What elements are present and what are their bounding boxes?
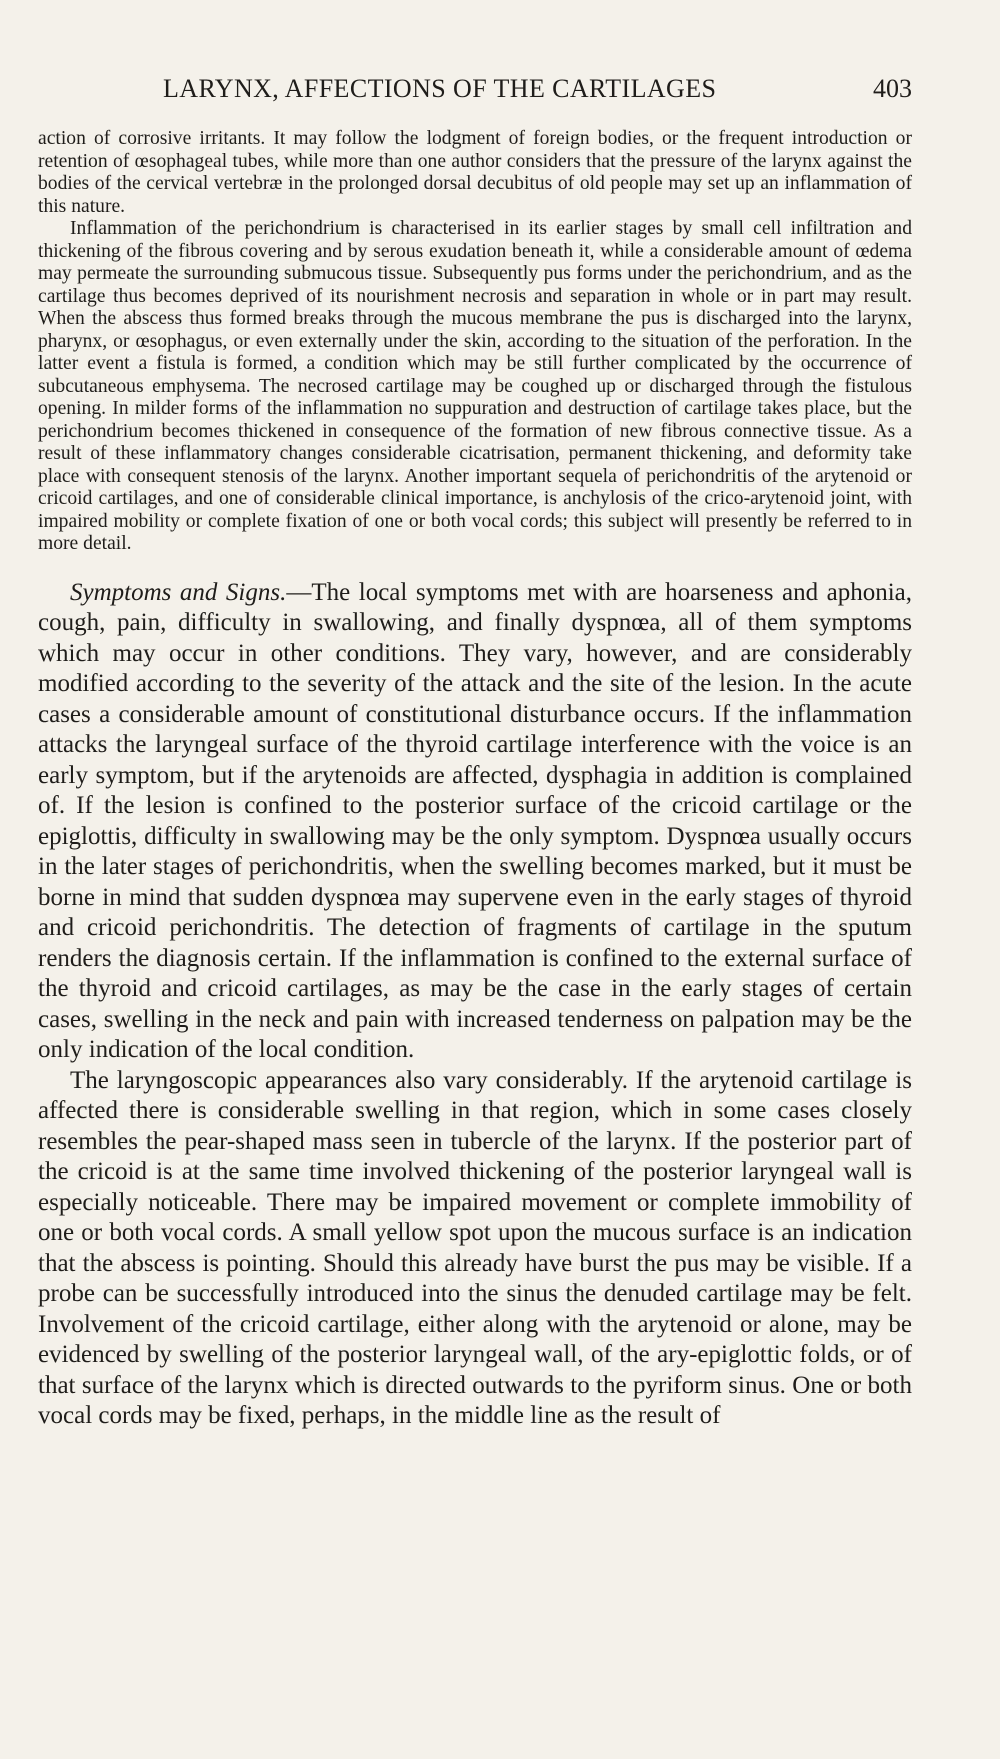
large-text-section <box>38 578 912 1432</box>
paragraph-3-text: —The local symptoms met with are hoarseness and aphonia, cough, pain, difficulty in swallowing, and finally dyspnœa, all of them symptoms which may occur in other conditions. They vary, however, and are considerably modified according to the severity of the attack and the site of the lesion. In the acute cases a considerable amount of constitutional disturbance occurs. If the inflammation attacks the laryngeal surface of the thyroid cartilage interference with the voice is an early symptom, but if the arytenoids are affected, dysphagia in addition is complained of. If the lesion is confined to the posterior surface of the cricoid cartilage or the epiglottis, difficulty in swallowing may be the only symptom. Dyspnœa usually occurs in the later stages of perichondritis, when the swelling becomes marked, but it must be borne in mind that sudden dyspnœa may supervene even in the early stages of thyroid and cricoid perichondritis. The detection of fragments of cartilage in the sputum renders the diagnosis certain. If the inflammation is confined to the external surface of the thyroid and cricoid cartilages, as may be the case in the early stages of certain cases, swelling in the neck and pain with increased tenderness on palpation may be the only indication of the local condition. <box>38 578 913 1063</box>
paragraph-3 <box>38 578 912 1066</box>
symptoms-heading: Symptoms and Signs. <box>70 578 287 606</box>
page-header <box>38 62 912 122</box>
paragraph-1: action of corrosive irritants. It may follow the lodgment of foreign bodies, or the frequent introduction or retention of œsophageal tubes, while more than one author considers that the pressure of the larynx against the bodies of the cervical vertebræ in the prolonged dorsal decubitus of old people may set up an inflammation of this nature. <box>38 128 912 217</box>
paragraph-2: Inflammation of the perichondrium is characterised in its earlier stages by small cell infiltration and thickening of the fibrous covering and by serous exudation beneath it, while a considerable amount of œdema may permeate the surrounding submucous tissue. Subsequently pus forms under the perichondrium, and as the cartilage thus becomes deprived of its nourishment necrosis and separation in whole or in part may result. When the abscess thus formed breaks through the mucous membrane the pus is discharged into the larynx, pharynx, or œsophagus, or even externally under the skin, according to the situation of the perforation. In the latter event a fistula is formed, a condition which may be still further complicated by the occurrence of subcutaneous emphysema. The necrosed cartilage may be coughed up or discharged through the fistulous opening. In milder forms of the inflammation no suppuration and destruction of cartilage takes place, but the perichondrium becomes thickened in consequence of the formation of new fibrous connective tissue. As a result of these inflammatory changes considerable cicatrisation, permanent thickening, and deformity take place with consequent stenosis of the larynx. Another important sequela of perichondritis of the arytenoid or cricoid cartilages, and one of considerable clinical importance, is anchylosis of the crico-arytenoid joint, with impaired mobility or complete fixation of one or both vocal cords; this subject will presently be referred to in more detail. <box>38 218 912 554</box>
paragraph-4: The laryngoscopic appearances also vary considerably. If the arytenoid cartilage is affected there is considerable swelling in that region, which in some cases closely resembles the pear-shaped mass seen in tubercle of the larynx. If the posterior part of the cricoid is at the same time involved thickening of the posterior laryngeal wall is especially noticeable. There may be impaired movement or complete immobility of one or both vocal cords. A small yellow spot upon the mucous surface is an indication that the abscess is pointing. Should this already have burst the pus may be visible. If a probe can be successfully introduced into the sinus the denuded cartilage may be felt. Involvement of the cricoid cartilage, either along with the arytenoid or alone, may be evidenced by swelling of the posterior laryngeal wall, of the ary-epiglottic folds, or of that surface of the larynx which is directed outwards to the pyriform sinus. One or both vocal cords may be fixed, perhaps, in the middle line as the result of <box>38 1066 912 1429</box>
running-head: LARYNX, AFFECTIONS OF THE CARTILAGES <box>163 74 717 103</box>
page-number: 403 <box>873 74 912 103</box>
main-text <box>38 128 912 1432</box>
